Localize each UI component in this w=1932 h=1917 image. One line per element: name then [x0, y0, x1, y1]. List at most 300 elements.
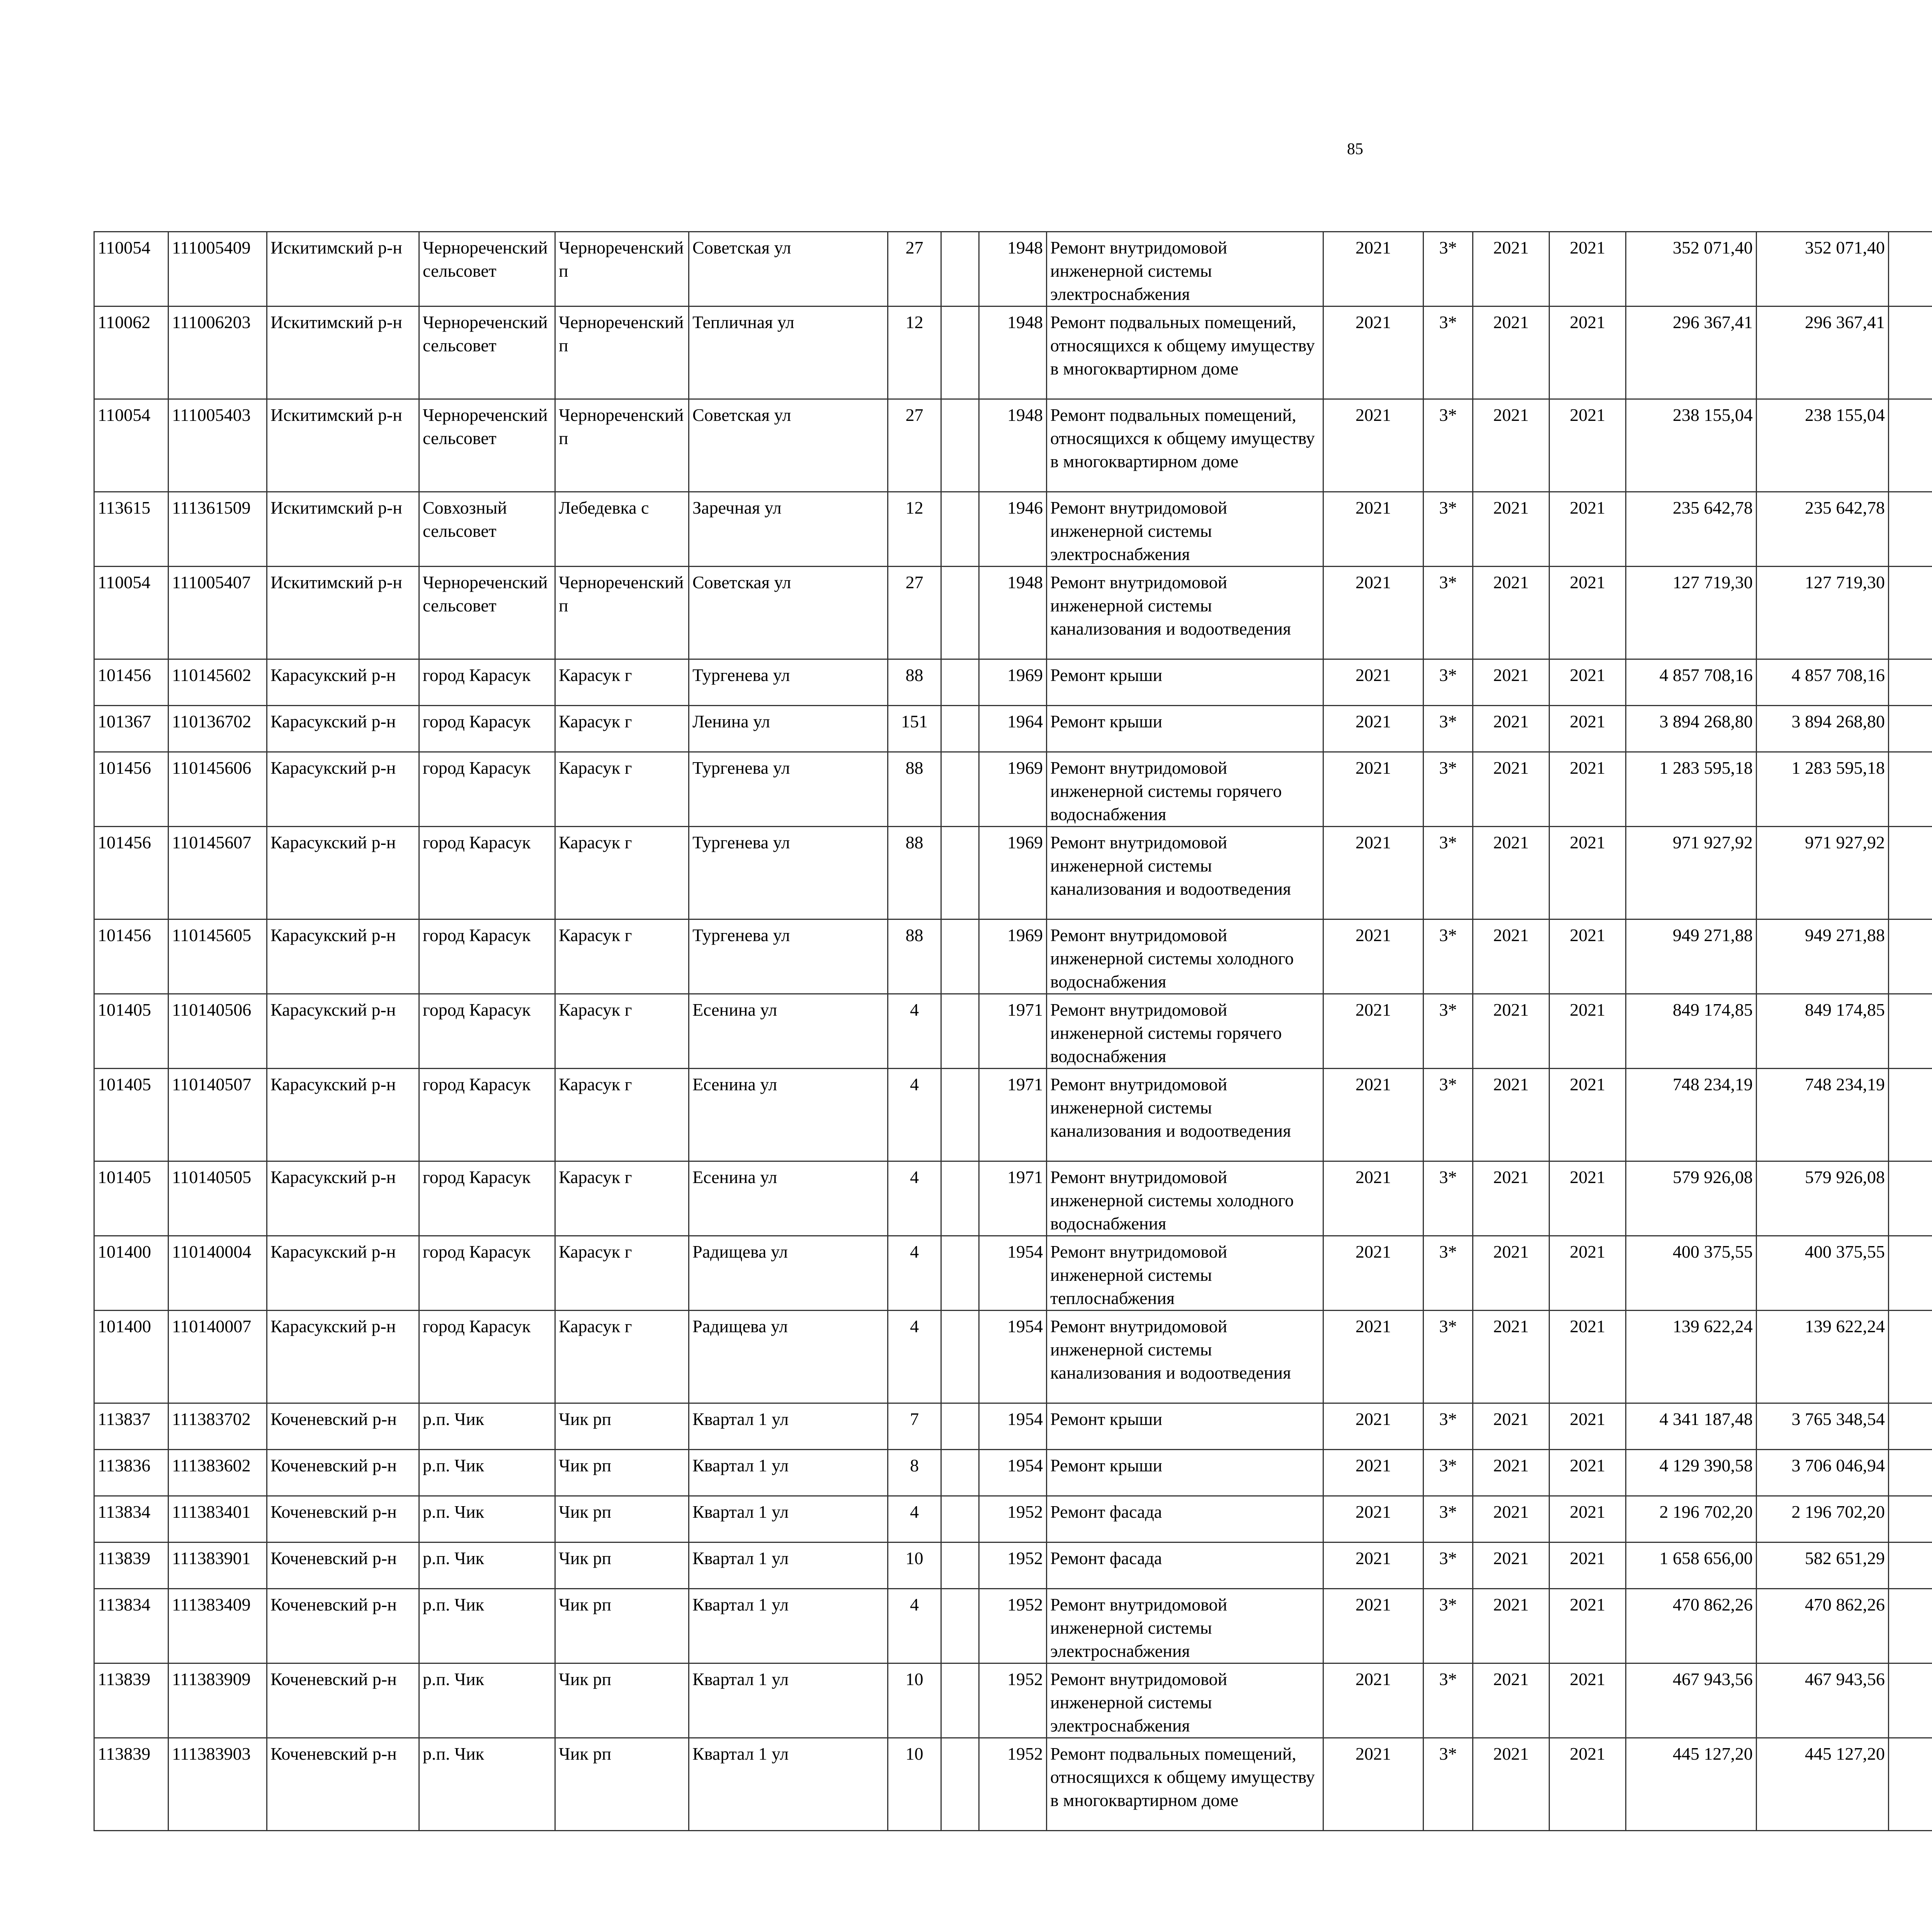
cell-plan-year: 2021 — [1323, 919, 1423, 994]
cell-priority: 3* — [1423, 706, 1473, 752]
cell-house-number: 12 — [888, 306, 941, 399]
cell-house-number: 4 — [888, 1589, 941, 1663]
cell-object-id: 111005407 — [168, 567, 267, 659]
cell-district: Карасукский р-н — [267, 659, 419, 706]
cell-corpus — [941, 232, 979, 306]
cell-work-type: Ремонт внутридомовой инженерной системы канализования и водоотведения — [1047, 827, 1323, 919]
cell-build-year: 1954 — [979, 1236, 1047, 1311]
cell-corpus — [941, 1236, 979, 1311]
cell-house-number: 10 — [888, 1738, 941, 1831]
cell-end-year: 2021 — [1549, 1589, 1626, 1663]
cell-plan-year: 2021 — [1323, 827, 1423, 919]
cell-house-id: 113839 — [94, 1663, 168, 1738]
cell-plan-year: 2021 — [1323, 1589, 1423, 1663]
cell-build-year: 1952 — [979, 1542, 1047, 1589]
cell-object-id: 111383602 — [168, 1450, 267, 1496]
cell-total-cost: 139 622,24 — [1626, 1311, 1757, 1403]
cell-total-cost: 238 155,04 — [1626, 399, 1757, 492]
cell-total-cost: 127 719,30 — [1626, 567, 1757, 659]
cell-house-number: 27 — [888, 567, 941, 659]
cell-corpus — [941, 1663, 979, 1738]
cell-object-id: 111383409 — [168, 1589, 267, 1663]
table-row — [94, 1496, 1932, 1542]
cell-priority: 3* — [1423, 567, 1473, 659]
cell-start-year: 2021 — [1473, 1403, 1549, 1450]
cell-plan-year: 2021 — [1323, 492, 1423, 567]
cell-build-year: 1969 — [979, 659, 1047, 706]
cell-priority: 3* — [1423, 1311, 1473, 1403]
cell-corpus — [941, 752, 979, 827]
cell-house-number: 27 — [888, 399, 941, 492]
cell-plan-year: 2021 — [1323, 752, 1423, 827]
cell-object-id: 110145605 — [168, 919, 267, 994]
cell-federal-cost — [1889, 994, 1932, 1069]
cell-start-year: 2021 — [1473, 232, 1549, 306]
cell-municipality: город Карасук — [419, 659, 555, 706]
cell-federal-cost — [1889, 1236, 1932, 1311]
cell-street: Тургенева ул — [689, 659, 888, 706]
cell-municipality: город Карасук — [419, 1311, 555, 1403]
cell-object-id: 111383901 — [168, 1542, 267, 1589]
cell-municipality: город Карасук — [419, 1069, 555, 1161]
table-row — [94, 1236, 1932, 1311]
cell-end-year: 2021 — [1549, 919, 1626, 994]
cell-corpus — [941, 306, 979, 399]
cell-build-year: 1964 — [979, 706, 1047, 752]
cell-total-cost: 971 927,92 — [1626, 827, 1757, 919]
cell-district: Карасукский р-н — [267, 827, 419, 919]
cell-start-year: 2021 — [1473, 1450, 1549, 1496]
cell-total-cost: 4 341 187,48 — [1626, 1403, 1757, 1450]
cell-work-type: Ремонт внутридомовой инженерной системы горячего водоснабжения — [1047, 752, 1323, 827]
cell-start-year: 2021 — [1473, 1069, 1549, 1161]
cell-settlement: Чик рп — [555, 1589, 689, 1663]
cell-fund-cost: 949 271,88 — [1757, 919, 1889, 994]
cell-work-type: Ремонт внутридомовой инженерной системы электроснабжения — [1047, 232, 1323, 306]
cell-object-id: 110145607 — [168, 827, 267, 919]
cell-house-id: 101405 — [94, 1161, 168, 1236]
cell-district: Карасукский р-н — [267, 1236, 419, 1311]
cell-fund-cost: 470 862,26 — [1757, 1589, 1889, 1663]
table-row — [94, 919, 1932, 994]
cell-start-year: 2021 — [1473, 827, 1549, 919]
cell-total-cost: 3 894 268,80 — [1626, 706, 1757, 752]
cell-fund-cost: 467 943,56 — [1757, 1663, 1889, 1738]
cell-municipality: Чернореченский сельсовет — [419, 567, 555, 659]
cell-object-id: 111006203 — [168, 306, 267, 399]
cell-federal-cost — [1889, 1161, 1932, 1236]
cell-district: Коченевский р-н — [267, 1663, 419, 1738]
cell-end-year: 2021 — [1549, 752, 1626, 827]
cell-object-id: 111383401 — [168, 1496, 267, 1542]
cell-municipality: Чернореченский сельсовет — [419, 306, 555, 399]
cell-work-type: Ремонт крыши — [1047, 659, 1323, 706]
cell-priority: 3* — [1423, 994, 1473, 1069]
cell-street: Радищева ул — [689, 1311, 888, 1403]
cell-settlement: Карасук г — [555, 919, 689, 994]
table-row — [94, 567, 1932, 659]
cell-street: Советская ул — [689, 232, 888, 306]
cell-settlement: Чернореченский п — [555, 567, 689, 659]
table-body — [94, 232, 1932, 1831]
cell-priority: 3* — [1423, 659, 1473, 706]
table-row — [94, 827, 1932, 919]
cell-start-year: 2021 — [1473, 399, 1549, 492]
cell-start-year: 2021 — [1473, 1311, 1549, 1403]
cell-settlement: Карасук г — [555, 752, 689, 827]
cell-street: Ленина ул — [689, 706, 888, 752]
cell-district: Коченевский р-н — [267, 1738, 419, 1831]
cell-district: Карасукский р-н — [267, 919, 419, 994]
cell-settlement: Чик рп — [555, 1496, 689, 1542]
cell-build-year: 1969 — [979, 827, 1047, 919]
cell-total-cost: 1 658 656,00 — [1626, 1542, 1757, 1589]
cell-end-year: 2021 — [1549, 1161, 1626, 1236]
cell-municipality: город Карасук — [419, 1161, 555, 1236]
cell-house-number: 88 — [888, 659, 941, 706]
cell-fund-cost: 579 926,08 — [1757, 1161, 1889, 1236]
cell-house-id: 113839 — [94, 1542, 168, 1589]
cell-object-id: 111383909 — [168, 1663, 267, 1738]
cell-municipality: р.п. Чик — [419, 1663, 555, 1738]
cell-street: Заречная ул — [689, 492, 888, 567]
cell-start-year: 2021 — [1473, 1161, 1549, 1236]
cell-municipality: Совхозный сельсовет — [419, 492, 555, 567]
cell-house-id: 110054 — [94, 399, 168, 492]
cell-settlement: Лебедевка с — [555, 492, 689, 567]
cell-plan-year: 2021 — [1323, 1311, 1423, 1403]
cell-street: Квартал 1 ул — [689, 1589, 888, 1663]
repair-registry-table — [94, 231, 1932, 1831]
cell-fund-cost: 139 622,24 — [1757, 1311, 1889, 1403]
cell-house-number: 10 — [888, 1663, 941, 1738]
cell-settlement: Чик рп — [555, 1403, 689, 1450]
cell-municipality: город Карасук — [419, 827, 555, 919]
cell-end-year: 2021 — [1549, 232, 1626, 306]
cell-district: Искитимский р-н — [267, 492, 419, 567]
cell-federal-cost — [1889, 1450, 1932, 1496]
cell-street: Квартал 1 ул — [689, 1450, 888, 1496]
cell-plan-year: 2021 — [1323, 1161, 1423, 1236]
cell-object-id: 110140007 — [168, 1311, 267, 1403]
cell-object-id: 110136702 — [168, 706, 267, 752]
cell-district: Коченевский р-н — [267, 1450, 419, 1496]
cell-total-cost: 235 642,78 — [1626, 492, 1757, 567]
cell-settlement: Карасук г — [555, 994, 689, 1069]
cell-settlement: Карасук г — [555, 1311, 689, 1403]
cell-federal-cost — [1889, 1663, 1932, 1738]
cell-street: Квартал 1 ул — [689, 1542, 888, 1589]
table-row — [94, 1738, 1932, 1831]
cell-federal-cost — [1889, 399, 1932, 492]
cell-object-id: 110145602 — [168, 659, 267, 706]
cell-house-number: 88 — [888, 752, 941, 827]
cell-house-number: 4 — [888, 1496, 941, 1542]
cell-total-cost: 2 196 702,20 — [1626, 1496, 1757, 1542]
cell-plan-year: 2021 — [1323, 1450, 1423, 1496]
table-row — [94, 1542, 1932, 1589]
cell-build-year: 1948 — [979, 567, 1047, 659]
cell-plan-year: 2021 — [1323, 659, 1423, 706]
cell-fund-cost: 849 174,85 — [1757, 994, 1889, 1069]
cell-corpus — [941, 1311, 979, 1403]
cell-street: Есенина ул — [689, 1069, 888, 1161]
cell-build-year: 1952 — [979, 1738, 1047, 1831]
cell-work-type: Ремонт подвальных помещений, относящихся к общему имуществу в многоквартирном доме — [1047, 306, 1323, 399]
cell-corpus — [941, 567, 979, 659]
cell-house-id: 110062 — [94, 306, 168, 399]
cell-priority: 3* — [1423, 1542, 1473, 1589]
cell-build-year: 1946 — [979, 492, 1047, 567]
cell-build-year: 1954 — [979, 1403, 1047, 1450]
cell-build-year: 1948 — [979, 306, 1047, 399]
cell-object-id: 111383903 — [168, 1738, 267, 1831]
cell-corpus — [941, 706, 979, 752]
cell-house-number: 10 — [888, 1542, 941, 1589]
cell-street: Тургенева ул — [689, 752, 888, 827]
cell-object-id: 110145606 — [168, 752, 267, 827]
cell-settlement: Карасук г — [555, 659, 689, 706]
cell-federal-cost — [1889, 827, 1932, 919]
cell-district: Коченевский р-н — [267, 1589, 419, 1663]
cell-district: Коченевский р-н — [267, 1496, 419, 1542]
cell-plan-year: 2021 — [1323, 306, 1423, 399]
cell-work-type: Ремонт подвальных помещений, относящихся к общему имуществу в многоквартирном доме — [1047, 1738, 1323, 1831]
cell-settlement: Чик рп — [555, 1542, 689, 1589]
cell-end-year: 2021 — [1549, 399, 1626, 492]
cell-priority: 3* — [1423, 919, 1473, 994]
cell-federal-cost — [1889, 919, 1932, 994]
cell-municipality: р.п. Чик — [419, 1589, 555, 1663]
cell-corpus — [941, 492, 979, 567]
cell-house-id: 101456 — [94, 659, 168, 706]
cell-plan-year: 2021 — [1323, 232, 1423, 306]
cell-municipality: р.п. Чик — [419, 1542, 555, 1589]
cell-plan-year: 2021 — [1323, 994, 1423, 1069]
cell-house-number: 8 — [888, 1450, 941, 1496]
cell-build-year: 1971 — [979, 994, 1047, 1069]
cell-federal-cost — [1889, 1542, 1932, 1589]
cell-house-id: 101456 — [94, 919, 168, 994]
cell-fund-cost: 352 071,40 — [1757, 232, 1889, 306]
cell-house-number: 7 — [888, 1403, 941, 1450]
table-row — [94, 1663, 1932, 1738]
cell-settlement: Карасук г — [555, 827, 689, 919]
cell-settlement: Карасук г — [555, 1069, 689, 1161]
table-row — [94, 232, 1932, 306]
cell-total-cost: 4 129 390,58 — [1626, 1450, 1757, 1496]
cell-fund-cost: 238 155,04 — [1757, 399, 1889, 492]
cell-object-id: 111383702 — [168, 1403, 267, 1450]
cell-federal-cost — [1889, 1496, 1932, 1542]
cell-corpus — [941, 1161, 979, 1236]
cell-work-type: Ремонт внутридомовой инженерной системы электроснабжения — [1047, 1663, 1323, 1738]
cell-start-year: 2021 — [1473, 659, 1549, 706]
cell-priority: 3* — [1423, 1589, 1473, 1663]
cell-priority: 3* — [1423, 1738, 1473, 1831]
cell-federal-cost — [1889, 1069, 1932, 1161]
cell-district: Искитимский р-н — [267, 399, 419, 492]
cell-district: Карасукский р-н — [267, 1311, 419, 1403]
cell-object-id: 111005403 — [168, 399, 267, 492]
cell-object-id: 110140507 — [168, 1069, 267, 1161]
cell-corpus — [941, 1738, 979, 1831]
cell-total-cost: 400 375,55 — [1626, 1236, 1757, 1311]
cell-municipality: р.п. Чик — [419, 1403, 555, 1450]
cell-end-year: 2021 — [1549, 827, 1626, 919]
cell-corpus — [941, 1403, 979, 1450]
cell-object-id: 111005409 — [168, 232, 267, 306]
cell-build-year: 1952 — [979, 1496, 1047, 1542]
cell-end-year: 2021 — [1549, 1403, 1626, 1450]
cell-corpus — [941, 1450, 979, 1496]
cell-start-year: 2021 — [1473, 919, 1549, 994]
cell-work-type: Ремонт внутридомовой инженерной системы электроснабжения — [1047, 492, 1323, 567]
cell-fund-cost: 748 234,19 — [1757, 1069, 1889, 1161]
cell-municipality: город Карасук — [419, 752, 555, 827]
cell-end-year: 2021 — [1549, 706, 1626, 752]
cell-fund-cost: 971 927,92 — [1757, 827, 1889, 919]
cell-house-id: 101456 — [94, 752, 168, 827]
cell-work-type: Ремонт внутридомовой инженерной системы холодного водоснабжения — [1047, 1161, 1323, 1236]
cell-plan-year: 2021 — [1323, 706, 1423, 752]
cell-plan-year: 2021 — [1323, 1403, 1423, 1450]
cell-house-id: 101400 — [94, 1311, 168, 1403]
cell-house-id: 113615 — [94, 492, 168, 567]
cell-federal-cost — [1889, 1738, 1932, 1831]
cell-house-number: 151 — [888, 706, 941, 752]
cell-district: Коченевский р-н — [267, 1403, 419, 1450]
cell-start-year: 2021 — [1473, 306, 1549, 399]
cell-end-year: 2021 — [1549, 1738, 1626, 1831]
table-row — [94, 492, 1932, 567]
cell-work-type: Ремонт внутридомовой инженерной системы электроснабжения — [1047, 1589, 1323, 1663]
cell-settlement: Чик рп — [555, 1663, 689, 1738]
cell-build-year: 1952 — [979, 1589, 1047, 1663]
cell-street: Квартал 1 ул — [689, 1663, 888, 1738]
cell-priority: 3* — [1423, 306, 1473, 399]
cell-fund-cost: 235 642,78 — [1757, 492, 1889, 567]
cell-settlement: Чернореченский п — [555, 399, 689, 492]
cell-street: Радищева ул — [689, 1236, 888, 1311]
cell-total-cost: 1 283 595,18 — [1626, 752, 1757, 827]
cell-house-number: 88 — [888, 827, 941, 919]
cell-end-year: 2021 — [1549, 306, 1626, 399]
cell-house-id: 110054 — [94, 567, 168, 659]
cell-priority: 3* — [1423, 1069, 1473, 1161]
cell-plan-year: 2021 — [1323, 399, 1423, 492]
cell-settlement: Чик рп — [555, 1450, 689, 1496]
cell-plan-year: 2021 — [1323, 1663, 1423, 1738]
cell-end-year: 2021 — [1549, 1236, 1626, 1311]
cell-priority: 3* — [1423, 827, 1473, 919]
cell-plan-year: 2021 — [1323, 1496, 1423, 1542]
cell-federal-cost — [1889, 1311, 1932, 1403]
cell-fund-cost: 3 765 348,54 — [1757, 1403, 1889, 1450]
cell-fund-cost: 3 706 046,94 — [1757, 1450, 1889, 1496]
cell-priority: 3* — [1423, 492, 1473, 567]
cell-start-year: 2021 — [1473, 752, 1549, 827]
table-row — [94, 1589, 1932, 1663]
cell-work-type: Ремонт внутридомовой инженерной системы канализования и водоотведения — [1047, 1311, 1323, 1403]
cell-district: Коченевский р-н — [267, 1542, 419, 1589]
table-row — [94, 659, 1932, 706]
cell-work-type: Ремонт крыши — [1047, 1450, 1323, 1496]
cell-build-year: 1969 — [979, 752, 1047, 827]
cell-street: Советская ул — [689, 399, 888, 492]
cell-federal-cost — [1889, 752, 1932, 827]
cell-district: Искитимский р-н — [267, 232, 419, 306]
cell-end-year: 2021 — [1549, 1496, 1626, 1542]
cell-build-year: 1954 — [979, 1311, 1047, 1403]
cell-street: Тургенева ул — [689, 919, 888, 994]
cell-total-cost: 467 943,56 — [1626, 1663, 1757, 1738]
cell-total-cost: 849 174,85 — [1626, 994, 1757, 1069]
cell-build-year: 1971 — [979, 1069, 1047, 1161]
cell-fund-cost: 445 127,20 — [1757, 1738, 1889, 1831]
cell-federal-cost — [1889, 306, 1932, 399]
table-row — [94, 752, 1932, 827]
cell-priority: 3* — [1423, 1403, 1473, 1450]
cell-start-year: 2021 — [1473, 1589, 1549, 1663]
cell-build-year: 1971 — [979, 1161, 1047, 1236]
cell-municipality: Чернореченский сельсовет — [419, 399, 555, 492]
cell-plan-year: 2021 — [1323, 1542, 1423, 1589]
cell-object-id: 110140506 — [168, 994, 267, 1069]
cell-corpus — [941, 1496, 979, 1542]
cell-district: Карасукский р-н — [267, 752, 419, 827]
cell-house-id: 113839 — [94, 1738, 168, 1831]
cell-fund-cost: 400 375,55 — [1757, 1236, 1889, 1311]
cell-district: Карасукский р-н — [267, 994, 419, 1069]
table-row — [94, 1450, 1932, 1496]
cell-district: Карасукский р-н — [267, 1161, 419, 1236]
cell-end-year: 2021 — [1549, 994, 1626, 1069]
cell-house-id: 101367 — [94, 706, 168, 752]
cell-municipality: город Карасук — [419, 1236, 555, 1311]
cell-work-type: Ремонт крыши — [1047, 1403, 1323, 1450]
cell-municipality: р.п. Чик — [419, 1450, 555, 1496]
cell-house-id: 113836 — [94, 1450, 168, 1496]
cell-municipality: город Карасук — [419, 994, 555, 1069]
cell-house-id: 101456 — [94, 827, 168, 919]
cell-federal-cost — [1889, 567, 1932, 659]
cell-total-cost: 949 271,88 — [1626, 919, 1757, 994]
cell-build-year: 1948 — [979, 399, 1047, 492]
cell-federal-cost — [1889, 706, 1932, 752]
cell-fund-cost: 3 894 268,80 — [1757, 706, 1889, 752]
cell-corpus — [941, 1542, 979, 1589]
cell-settlement: Карасук г — [555, 1236, 689, 1311]
table-row — [94, 1311, 1932, 1403]
cell-municipality: р.п. Чик — [419, 1496, 555, 1542]
cell-total-cost: 579 926,08 — [1626, 1161, 1757, 1236]
cell-work-type: Ремонт крыши — [1047, 706, 1323, 752]
cell-fund-cost: 127 719,30 — [1757, 567, 1889, 659]
cell-municipality: город Карасук — [419, 919, 555, 994]
table-row — [94, 1403, 1932, 1450]
cell-house-id: 113837 — [94, 1403, 168, 1450]
cell-priority: 3* — [1423, 1663, 1473, 1738]
table-row — [94, 1161, 1932, 1236]
cell-settlement: Карасук г — [555, 1161, 689, 1236]
table-row — [94, 994, 1932, 1069]
cell-fund-cost: 1 283 595,18 — [1757, 752, 1889, 827]
table-row — [94, 706, 1932, 752]
cell-corpus — [941, 994, 979, 1069]
cell-start-year: 2021 — [1473, 1236, 1549, 1311]
cell-house-id: 101405 — [94, 994, 168, 1069]
